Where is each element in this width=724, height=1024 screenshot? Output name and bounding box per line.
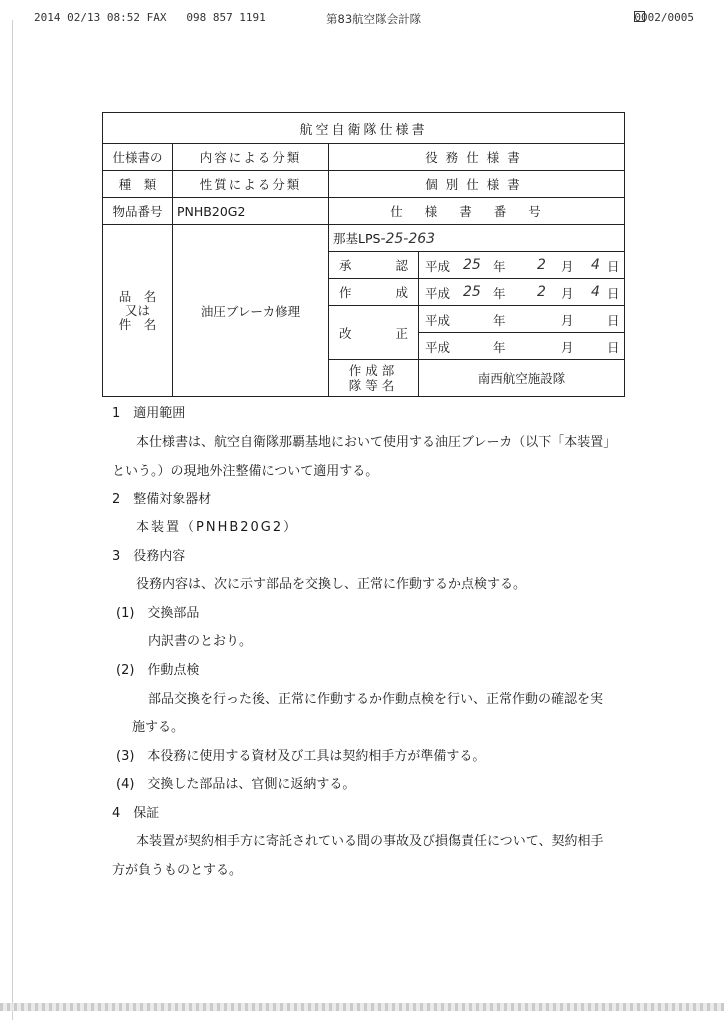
revision-date-1	[419, 306, 625, 333]
creation-era: 平成	[425, 286, 451, 301]
fax-header	[34, 11, 694, 27]
by-nature-label: 性質による分類	[173, 171, 329, 198]
revision-label: 改 正	[329, 306, 419, 360]
section-3-1-text: 内訳書のとおり。	[148, 634, 253, 649]
spec-type-label-1: 仕様書の	[103, 144, 173, 171]
creation-day: 4	[591, 284, 600, 300]
approval-year-unit: 年	[493, 259, 506, 274]
revision-2-day-unit: 日	[607, 340, 620, 355]
item-name-label: 品 名 又は 件 名	[118, 288, 157, 332]
spec-table	[102, 112, 625, 397]
section-3-2-text-2: 施する。	[132, 720, 185, 735]
section-1-text-1: 本仕様書は、航空自衛隊那覇基地において使用する油圧ブレーカ（以下「本装置」	[136, 435, 617, 450]
section-1-heading: 1 適用範囲	[112, 406, 186, 421]
section-4-heading: 4 保証	[112, 806, 160, 821]
spec-number-handwritten: -25-263	[380, 231, 436, 247]
section-3-2-text-1: 部品交換を行った後、正常に作動するか作動点検を行い、正常作動の確認を実	[148, 692, 604, 707]
revision-2-year-unit: 年	[493, 340, 506, 355]
section-3-heading: 3 役務内容	[112, 549, 186, 564]
section-4-text-1: 本装置が契約相手方に寄託されている間の事故及び損傷責任について、契約相手	[136, 834, 604, 849]
approval-day: 4	[591, 257, 600, 273]
creating-unit-label-2: 隊等名	[348, 378, 399, 393]
section-3-text: 役務内容は、次に示す部品を交換し、正常に作動するか点検する。	[136, 577, 527, 592]
section-2-text: 本装置（PNHB20G2）	[136, 520, 299, 535]
revision-2-era: 平成	[425, 340, 451, 355]
section-3-2-heading: (2) 作動点検	[116, 663, 200, 678]
creation-month-unit: 月	[561, 286, 574, 301]
spec-type-label-2: 種 類	[103, 171, 173, 198]
creation-date	[419, 279, 625, 306]
creation-year: 25	[463, 284, 481, 300]
creation-label: 作 成	[329, 279, 419, 306]
creating-unit-label-1: 作成部	[348, 363, 399, 378]
creation-year-unit: 年	[493, 286, 506, 301]
revision-1-day-unit: 日	[607, 313, 620, 328]
approval-era: 平成	[425, 259, 451, 274]
revision-date-2	[419, 333, 625, 360]
approval-month-unit: 月	[561, 259, 574, 274]
scan-bottom-noise	[0, 1003, 724, 1011]
approval-day-unit: 日	[607, 259, 620, 274]
fax-page-counter	[634, 11, 694, 24]
fax-page-number: 0002/0005	[634, 11, 694, 24]
creation-month: 2	[537, 284, 546, 300]
item-number-label: 物品番号	[103, 198, 173, 225]
spec-number-cell	[329, 225, 625, 252]
revision-2-month-unit: 月	[561, 340, 574, 355]
fax-timestamp	[34, 11, 266, 24]
fax-sender: 第83航空隊会計隊	[326, 12, 422, 26]
spec-number-value: 那基LPS	[333, 231, 381, 246]
item-number-value: PNHB20G2	[173, 198, 329, 225]
by-content-value: 役務仕様書	[329, 144, 625, 171]
creating-unit-label	[329, 360, 419, 397]
fax-page-icon	[634, 11, 645, 22]
by-nature-value: 個別仕様書	[329, 171, 625, 198]
section-2-heading: 2 整備対象器材	[112, 492, 212, 507]
scan-edge-line	[12, 20, 13, 1020]
by-content-label: 内容による分類	[173, 144, 329, 171]
section-3-3-text: (3) 本役務に使用する資材及び工具は契約相手方が準備する。	[116, 749, 486, 764]
section-3-1-heading: (1) 交換部品	[116, 606, 200, 621]
revision-1-month-unit: 月	[561, 313, 574, 328]
item-name-label-cell	[103, 225, 173, 397]
revision-1-year-unit: 年	[493, 313, 506, 328]
item-name-value: 油圧ブレーカ修理	[173, 225, 329, 397]
approval-label: 承 認	[329, 252, 419, 279]
section-1-text-2: という。）の現地外注整備について適用する。	[112, 464, 379, 479]
fax-date: 2014 02/13 08:52 FAX	[34, 11, 167, 24]
creating-unit-value: 南西航空施設隊	[419, 360, 625, 397]
creation-day-unit: 日	[607, 286, 620, 301]
approval-year: 25	[463, 257, 481, 273]
approval-date	[419, 252, 625, 279]
spec-number-label: 仕様書番号	[329, 198, 625, 225]
revision-1-era: 平成	[425, 313, 451, 328]
section-3-4-text: (4) 交換した部品は、官側に返納する。	[116, 777, 356, 792]
approval-month: 2	[537, 257, 546, 273]
spec-title: 航空自衛隊仕様書	[103, 113, 625, 144]
fax-number: 098 857 1191	[186, 11, 266, 24]
section-4-text-2: 方が負うものとする。	[112, 863, 243, 878]
